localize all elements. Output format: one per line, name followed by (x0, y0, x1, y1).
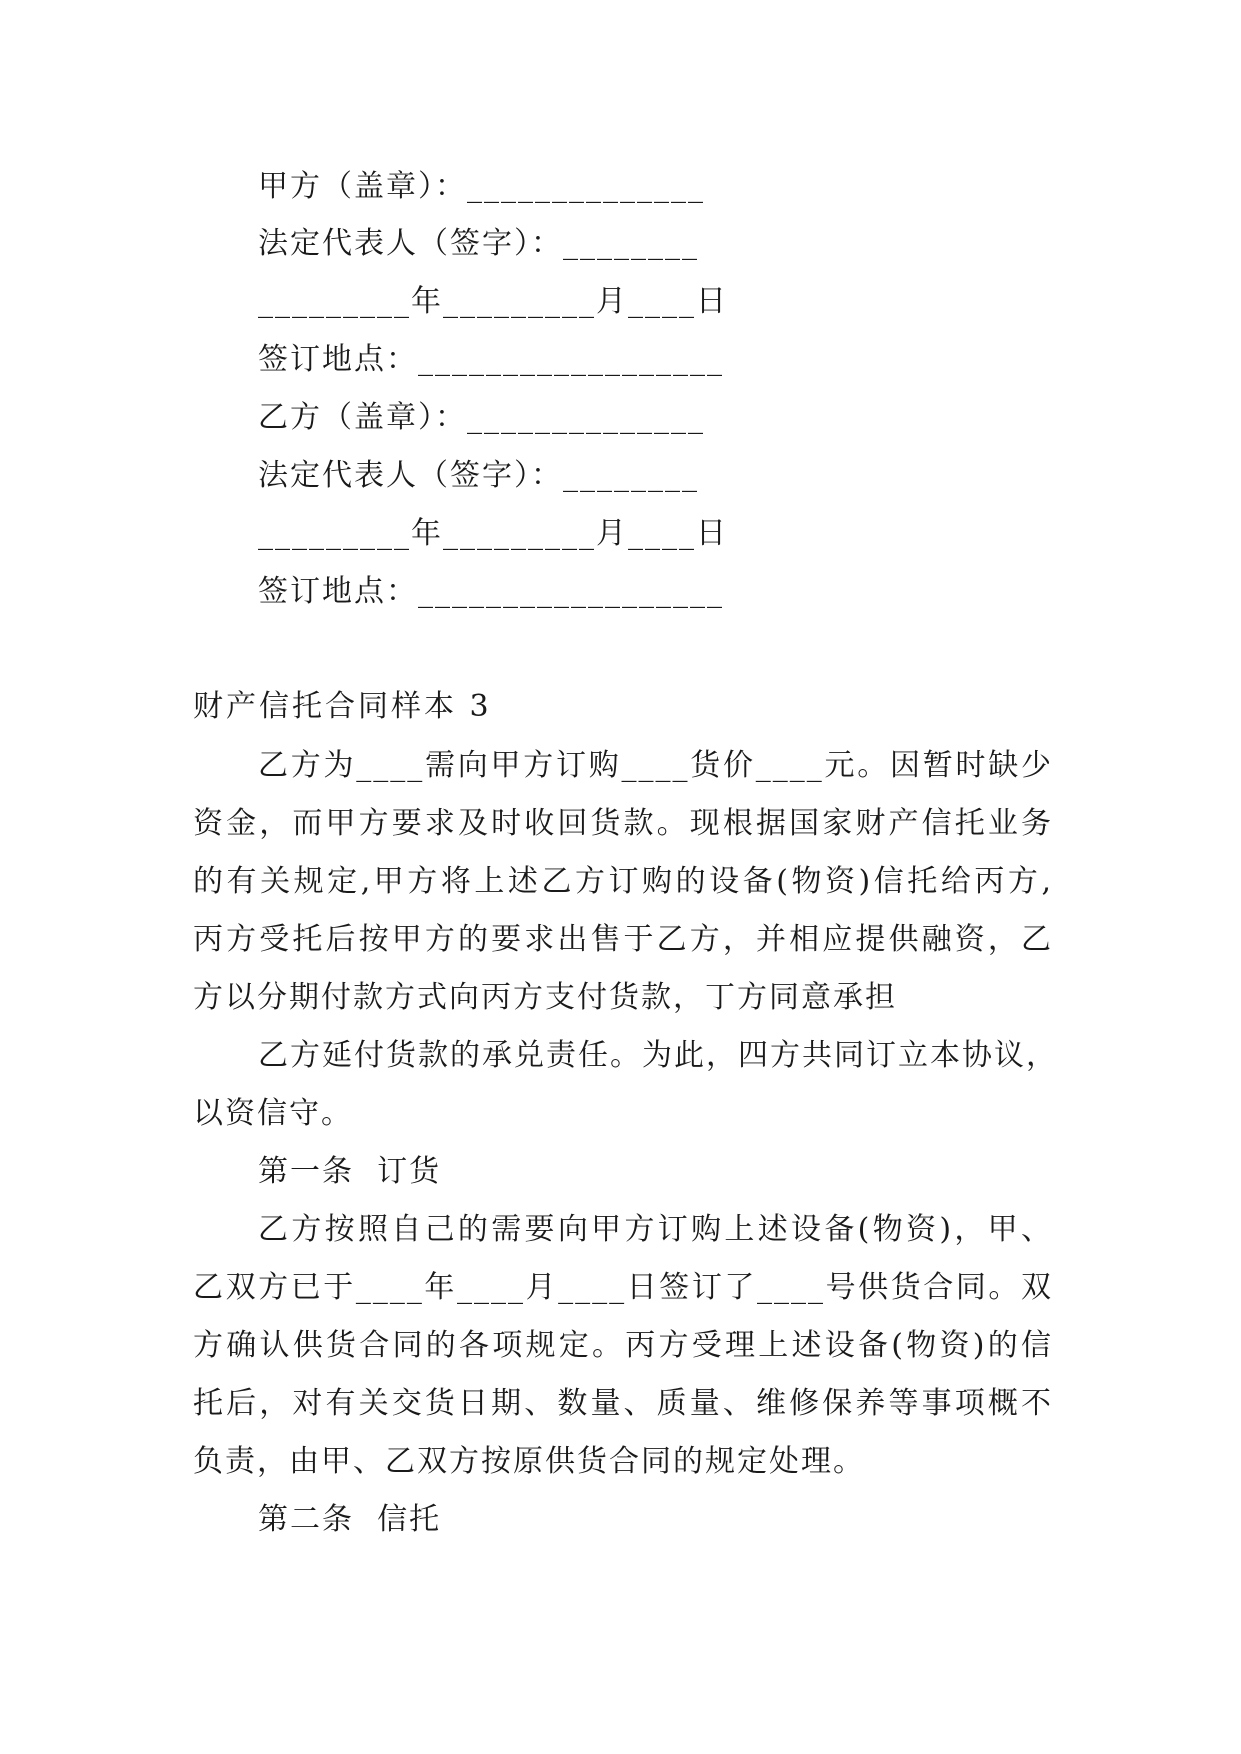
document-title: 财产信托合同样本 3 (193, 689, 492, 724)
party-a-date-line: _________年_________月____日 (258, 284, 728, 319)
party-a-place-line: 签订地点：__________________ (258, 342, 724, 377)
paragraph-line: 丙方受托后按甲方的要求出售于乙方，并相应提供融资，乙 (193, 922, 1053, 957)
paragraph-line: 方以分期付款方式向丙方支付货款，丁方同意承担 (193, 980, 897, 1015)
paragraph-line: 方确认供货合同的各项规定。丙方受理上述设备(物资)的信 (193, 1328, 1053, 1363)
party-b-date-line: _________年_________月____日 (258, 516, 728, 551)
party-b-seal-line: 乙方（盖章）：______________ (258, 400, 705, 435)
paragraph-line: 以资信守。 (193, 1096, 353, 1131)
party-b-legal-rep-line: 法定代表人（签字）：________ (258, 458, 699, 493)
paragraph-line: 乙方延付货款的承兑责任。为此，四方共同订立本协议， (258, 1038, 1058, 1073)
paragraph-line: 乙双方已于____年____月____日签订了____号供货合同。双 (193, 1270, 1053, 1305)
party-b-place-line: 签订地点：__________________ (258, 574, 724, 609)
party-a-legal-rep-line: 法定代表人（签字）：________ (258, 226, 699, 261)
paragraph-line: 乙方按照自己的需要向甲方订购上述设备(物资)，甲、 (258, 1212, 1053, 1247)
paragraph-line: 乙方为____需向甲方订购____货价____元。因暂时缺少 (258, 748, 1053, 783)
paragraph-line: 资金，而甲方要求及时收回货款。现根据国家财产信托业务 (193, 806, 1053, 841)
article-2-heading: 第二条 信托 (258, 1502, 442, 1537)
party-a-seal-line: 甲方（盖章）：______________ (258, 169, 705, 204)
paragraph-line: 负责，由甲、乙双方按原供货合同的规定处理。 (193, 1444, 865, 1479)
article-1-heading: 第一条 订货 (258, 1154, 442, 1189)
paragraph-line: 托后，对有关交货日期、数量、质量、维修保养等事项概不 (193, 1386, 1053, 1421)
paragraph-line: 的有关规定,甲方将上述乙方订购的设备(物资)信托给丙方, (193, 864, 1053, 899)
